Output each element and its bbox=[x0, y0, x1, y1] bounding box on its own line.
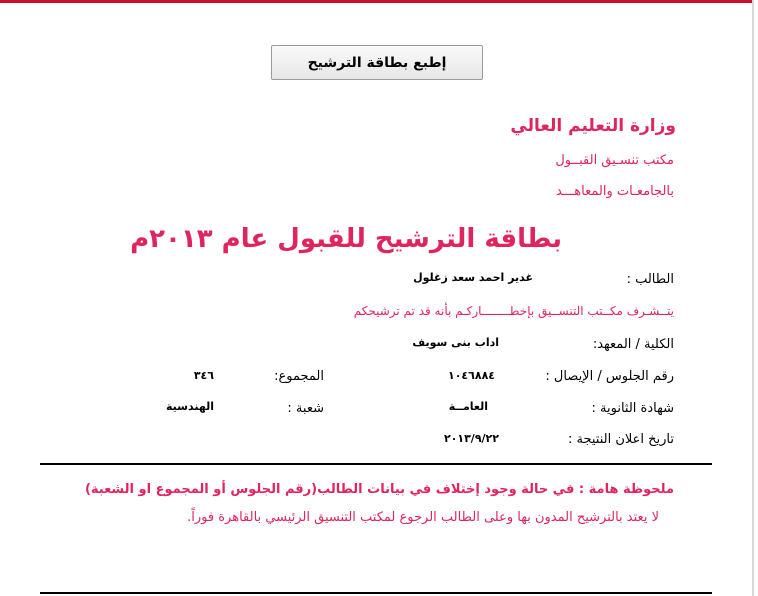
top-accent-bar bbox=[0, 0, 752, 3]
total-label: المجموع: bbox=[274, 369, 324, 384]
right-edge-border bbox=[752, 0, 754, 596]
seat-number-label: رقم الجلوس / الإيصال : bbox=[545, 369, 674, 384]
seat-number-value: ١٠٤٦٨٨٤ bbox=[448, 369, 495, 382]
student-label: الطالب : bbox=[626, 272, 674, 287]
nomination-notice: يتــشـرف مكــتب التنســيق بإخطــــــــاركـم بأنه قد تم ترشيحكم bbox=[353, 304, 674, 318]
certificate-value: العامــة bbox=[448, 400, 488, 413]
divider-bottom bbox=[40, 592, 712, 594]
result-date-label: تاريخ اعلان النتيجة : bbox=[567, 432, 674, 447]
result-date-value: ٢٠١٣/٩/٢٢ bbox=[443, 432, 499, 445]
important-note-line-1: ملحوظة هامة : في حالة وجود إختلاف في بيانات الطالب(رقم الجلوس أو المجموع او الشعبة) bbox=[84, 482, 674, 497]
total-value: ٣٤٦ bbox=[193, 369, 214, 382]
student-name-value: غدير احمد سعد زغلول bbox=[413, 271, 533, 284]
ministry-heading: وزارة التعليم العالي bbox=[510, 116, 676, 136]
divider-top bbox=[40, 463, 712, 465]
card-title: بطاقة الترشيح للقبول عام ٢٠١٣م bbox=[130, 224, 562, 254]
college-label: الكلية / المعهد: bbox=[592, 337, 674, 352]
certificate-label: شهادة الثانوية : bbox=[591, 401, 674, 416]
division-value: الهندسية bbox=[166, 400, 214, 413]
print-card-button[interactable]: إطبع بطاقة الترشيح bbox=[271, 45, 483, 80]
division-label: شعبة : bbox=[287, 401, 324, 416]
office-line-2: بالجامعـات والمعاهـــد bbox=[556, 184, 674, 199]
college-value: اداب بنى سويف bbox=[412, 336, 499, 349]
important-note-line-2: لا يعتد بالترشيح المدون بها وعلى الطالب الرجوع لمكتب التنسيق الرئيسي بالقاهرة فوراً. bbox=[187, 510, 659, 525]
office-line-1: مكتب تنسـيق القبــول bbox=[555, 153, 674, 168]
